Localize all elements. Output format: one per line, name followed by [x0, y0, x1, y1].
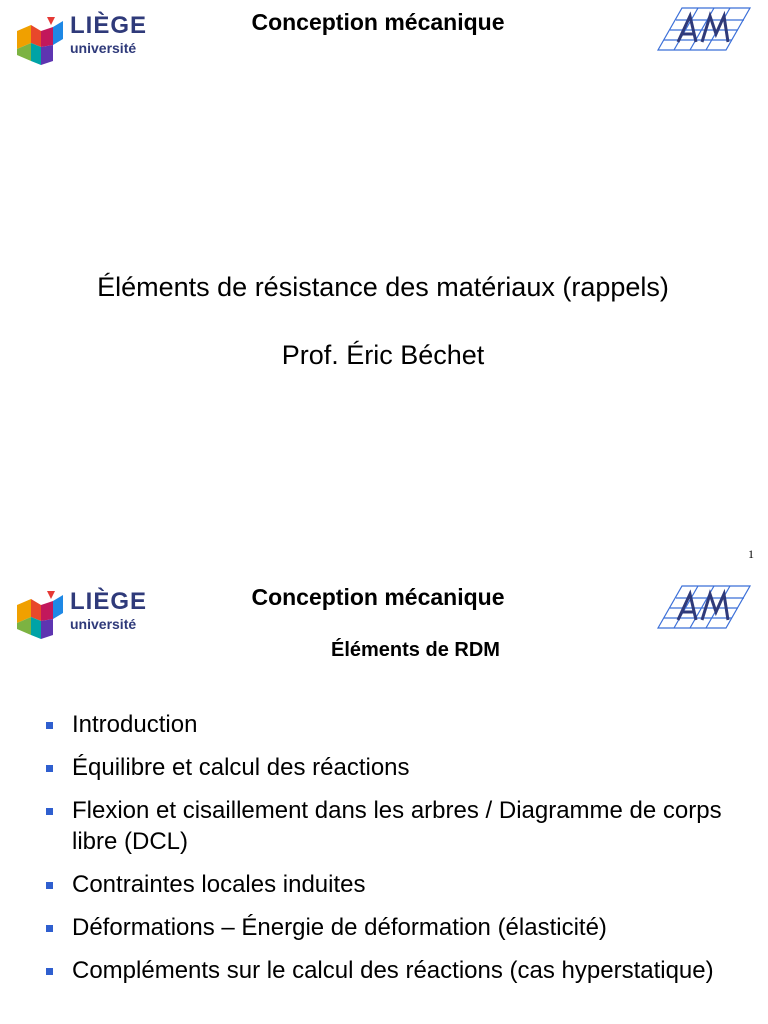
list-item-text: Introduction — [72, 711, 198, 738]
list-item — [44, 912, 744, 943]
outline-slide — [0, 576, 768, 1024]
outline-list — [44, 709, 744, 998]
author: Prof. Éric Béchet — [281, 340, 485, 370]
bullet-square-icon — [46, 968, 53, 975]
list-item — [44, 752, 744, 783]
logo-name: LIÈGE — [70, 12, 148, 39]
list-item-text: Contraintes locales induites — [72, 871, 366, 898]
list-item — [44, 869, 744, 900]
bullet-square-icon — [46, 765, 53, 772]
slide-subtitle: Éléments de RDM — [331, 639, 500, 661]
am-logo — [654, 4, 754, 54]
logo-name: LIÈGE — [70, 588, 148, 615]
presentation-title: Éléments de résistance des matériaux (rappels) — [97, 272, 669, 302]
list-item — [44, 795, 744, 857]
bullet-square-icon — [46, 808, 53, 815]
list-item-text: Équilibre et calcul des réactions — [72, 754, 410, 781]
list-item-text: Flexion et cisaillement dans les arbres / Diagramme de corps libre (DCL) — [72, 797, 722, 855]
course-title: Conception mécanique — [251, 9, 505, 35]
am-logo — [654, 582, 754, 632]
bullet-square-icon — [46, 722, 53, 729]
list-item — [44, 709, 744, 740]
page-number: 1 — [748, 547, 754, 561]
logo-subname: université — [70, 40, 137, 56]
course-title: Conception mécanique — [251, 584, 505, 610]
list-item-text: Compléments sur le calcul des réactions (cas hyperstatique) — [72, 957, 714, 984]
bullet-square-icon — [46, 882, 53, 889]
bullet-square-icon — [46, 925, 53, 932]
list-item — [44, 955, 744, 986]
logo-subname: université — [70, 616, 137, 632]
list-item-text: Déformations – Énergie de déformation (élasticité) — [72, 914, 607, 941]
